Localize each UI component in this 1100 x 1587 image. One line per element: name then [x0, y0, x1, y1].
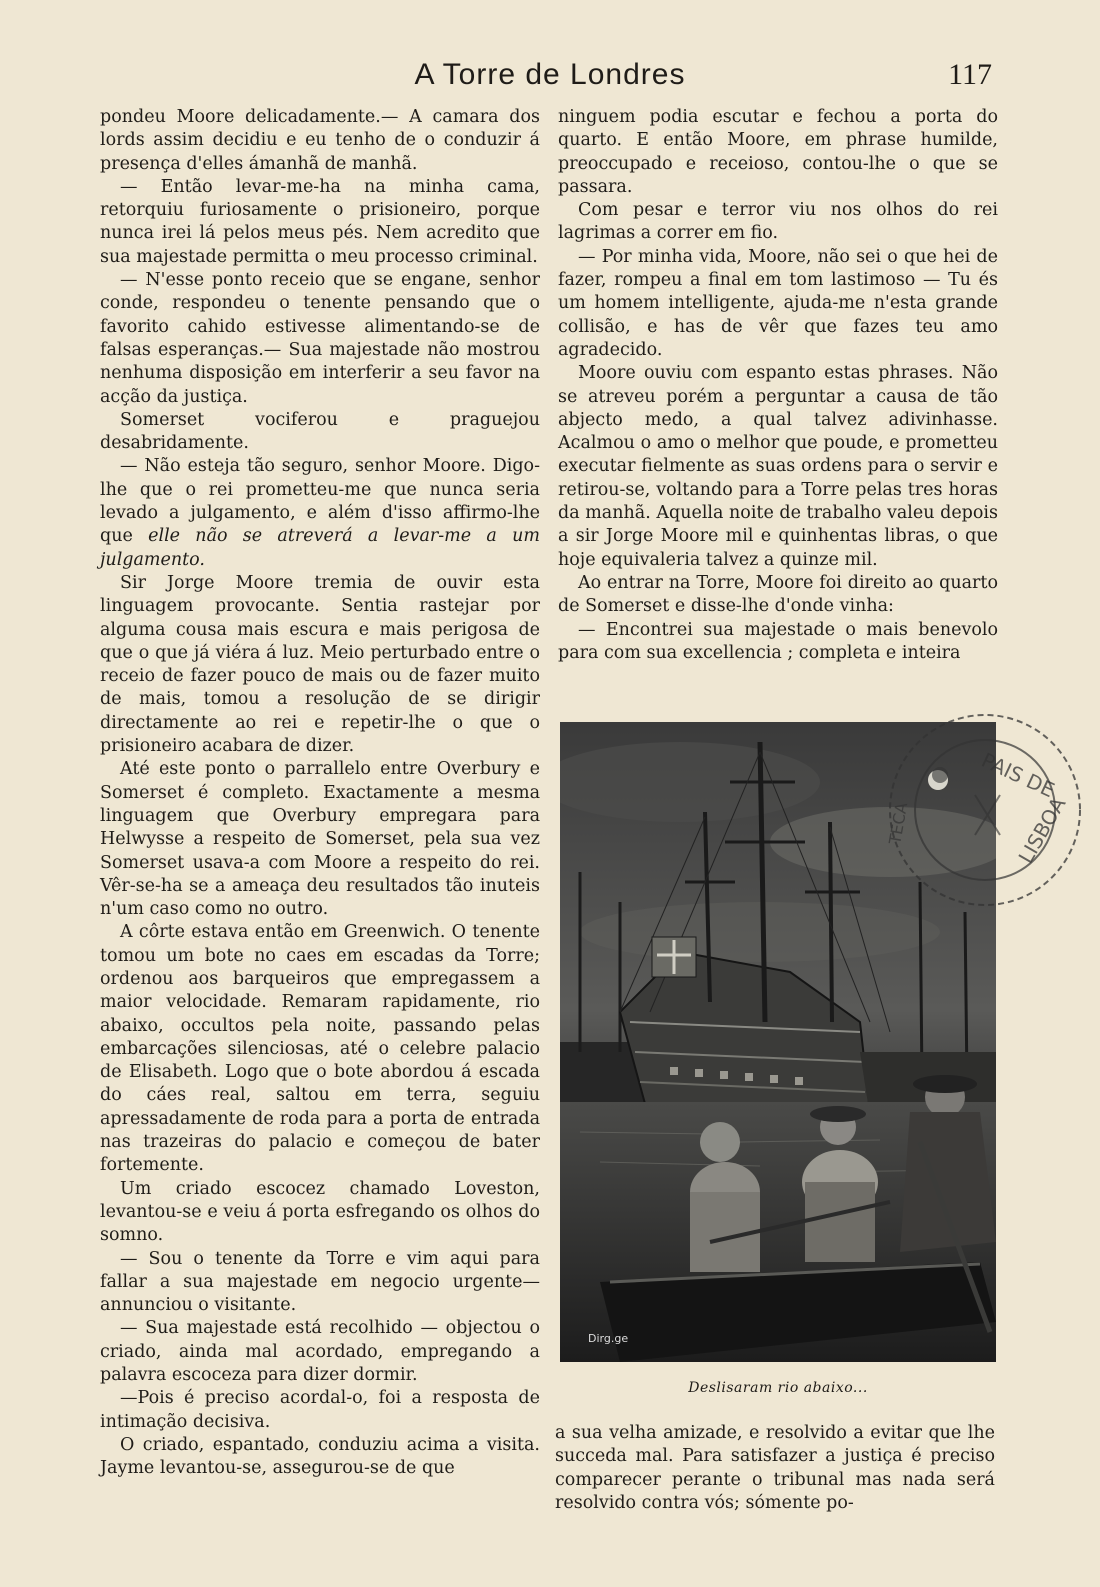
paragraph: Sir Jorge Moore tremia de ouvir esta linguagem provocante. Sentia rastejar por alguma cousa mais escura e mais perigosa de que o que já viéra á luz. Meio perturbado entre o receio de fazer pouco de mais ou de fazer muito de mais, tomou a resolução de se dirigir directamente ao rei e repetir-lhe o que o prisioneiro acabara de dizer.: [100, 572, 540, 757]
svg-text:LISBOA: LISBOA: [1013, 792, 1071, 868]
paragraph: Até este ponto o parrallelo entre Overbury e Somerset é completo. Exactamente a mesma linguagem que Overbury empregara para Helwysse a respeito de Somerset, pela sua vez Somerset usava-a com Moore a respeito do rei. Vêr-se-ha se a ameaça deu resultados tão inuteis n'um caso como no outro.: [100, 759, 540, 920]
paragraph: pondeu Moore delicadamente.— A camara dos lords assim decidiu e eu tenho de o conduzir á presença d'elles ámanhã de manhã.: [100, 107, 540, 174]
right-column-top: [558, 106, 998, 665]
running-title: A Torre de Londres: [414, 58, 686, 91]
paragraph: Um criado escocez chamado Loveston, levantou-se e veiu á porta esfregando os olhos do somno.: [100, 1178, 540, 1246]
paragraph: [100, 455, 540, 571]
italic-phrase: elle não se atreverá a levar-me a um julgamento.: [100, 526, 540, 570]
library-stamp: [880, 705, 1090, 915]
paragraph: — Então levar-me-ha na minha cama, retorquiu furiosamente o prisioneiro, porque nunca irei lá pelos meus pés. Nem acredito que sua majestade permitta o meu processo criminal.: [100, 176, 540, 267]
page-number: 117: [948, 58, 992, 91]
library-stamp-seal: [880, 705, 1090, 915]
paragraph: Moore ouviu com espanto estas phrases. Não se atreveu porém a perguntar a causa de tão abjecto medo, a qual talvez adivinhasse. Acalmou o amo o melhor que poude, e prometteu executar fielmente as suas ordens para o servir e retirou-se, voltando para a Torre pelas tres horas da manhã. Aquella noite de trabalho valeu depois a sir Jorge Moore mil e quinhentas libras, o que hoje equivaleria talvez a quinze mil.: [558, 363, 998, 570]
left-column: [100, 106, 540, 1481]
svg-text:PAIS DE: PAIS DE: [977, 747, 1059, 803]
paragraph: A côrte estava então em Greenwich. O tenente tomou um bote no caes em escadas da Torre; ordenou aos barqueiros que empregassem a maior velocidade. Remaram rapidamente, rio abaixo, occultos pela noite, passando pelas embarcações silenciosas, até o celebre palacio de Elisabeth. Logo que o bote abordou á escada do cáes real, saltou em terra, seguiu apressadamente de roda para a porta de entrada nas trazeiras do palacio e começou de bater fortemente.: [100, 922, 540, 1176]
artist-signature: Dirg.ge: [588, 1332, 629, 1345]
right-column-bottom: [555, 1422, 995, 1515]
svg-text:TECA: TECA: [885, 801, 912, 846]
paragraph: — Encontrei sua majestade o mais benevolo para com sua excellencia ; completa e inteira: [558, 619, 998, 663]
paragraph: — N'esse ponto receio que se engane, senhor conde, respondeu o tenente pensando que o favorito cahido estivesse alimentando-se de falsas esperanças.— Sua majestade não mostrou nenhuma disposição em interferir a seu favor na acção da justiça.: [100, 270, 540, 407]
paragraph: —Pois é preciso acordal-o, foi a resposta de intimação decisiva.: [100, 1388, 540, 1432]
paragraph: — Sou o tenente da Torre e vim aqui para fallar a sua majestade em negocio urgente— annunciou o visitante.: [100, 1248, 540, 1316]
paragraph: Somerset vociferou e praguejou desabridamente.: [100, 409, 540, 454]
paragraph: Ao entrar na Torre, Moore foi direito ao quarto de Somerset e disse-lhe d'onde vinha:: [558, 572, 998, 617]
illustration-caption: Deslisaram rio abaixo...: [688, 1380, 868, 1396]
paragraph: O criado, espantado, conduziu acima a visita. Jayme levantou-se, assegurou-se de que: [100, 1434, 540, 1479]
paragraph-text: — Não esteja tão seguro, senhor Moore. Digo-lhe que o rei prometteu-me que nunca seria levado a julgamento, e além d'isso affirmo-lhe que: [100, 456, 540, 547]
paragraph: — Sua majestade está recolhido — objectou o criado, ainda mal acordado, empregando a palavra escoceza para dizer dormir.: [100, 1318, 540, 1386]
paragraph: — Por minha vida, Moore, não sei o que hei de fazer, rompeu a final em tom lastimoso — Tu és um homem intelligente, ajuda-me n'esta grande collisão, e has de vêr que fazes teu amo agradecido.: [558, 246, 998, 360]
paragraph: a sua velha amizade, e resolvido a evitar que lhe succeda mal. Para satisfazer a justiça é preciso comparecer perante o tribunal mas nada será resolvido contra vós; sómente po-: [555, 1423, 995, 1513]
paragraph: ninguem podia escutar e fechou a porta do quarto. E então Moore, em phrase humilde, preoccupado e receioso, contou-lhe o que se passara.: [558, 107, 998, 197]
paragraph: Com pesar e terror viu nos olhos do rei lagrimas a correr em fio.: [558, 200, 998, 244]
